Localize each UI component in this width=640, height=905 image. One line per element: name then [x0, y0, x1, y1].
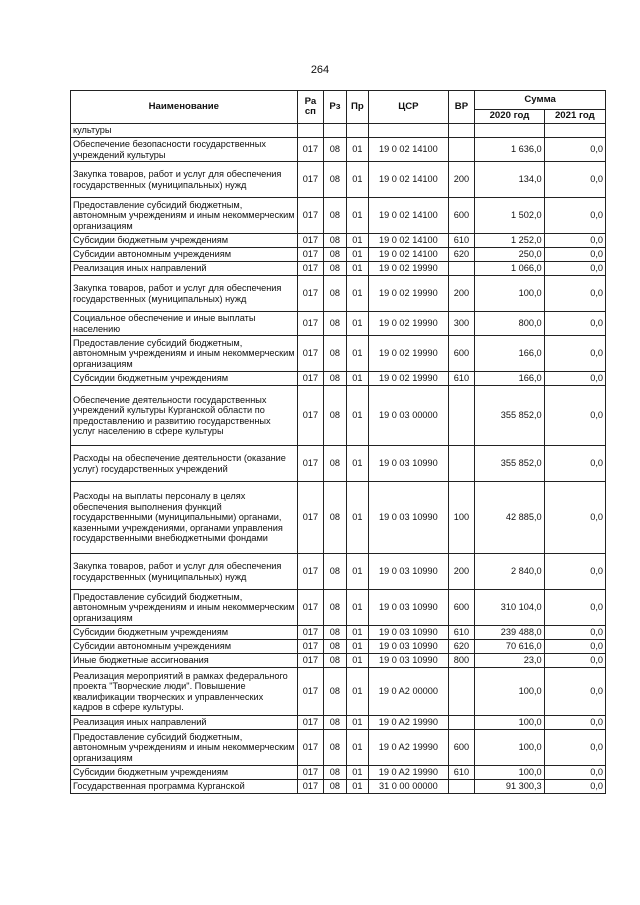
cell-rz: 08	[324, 554, 346, 590]
cell-pr: 01	[346, 336, 368, 372]
cell-pr: 01	[346, 640, 368, 654]
cell-pr: 01	[346, 276, 368, 312]
cell-vr: 800	[448, 654, 475, 668]
cell-pr: 01	[346, 198, 368, 234]
cell-name: Предоставление субсидий бюджетным, автономным учреждениям и иным некоммерческим организациям	[71, 590, 298, 626]
cell-pr	[346, 124, 368, 138]
cell-sum-2020: 1 066,0	[475, 262, 544, 276]
cell-rasp: 017	[297, 372, 324, 386]
cell-sum-2020: 166,0	[475, 336, 544, 372]
cell-csr: 19 0 02 19990	[369, 336, 449, 372]
table-row	[71, 766, 606, 780]
cell-name: Социальное обеспечение и иные выплаты населению	[71, 312, 298, 336]
cell-vr	[448, 124, 475, 138]
cell-name: Государственная программа Курганской	[71, 780, 298, 794]
cell-sum-2021: 0,0	[544, 262, 605, 276]
cell-pr: 01	[346, 312, 368, 336]
table-row	[71, 372, 606, 386]
cell-sum-2021: 0,0	[544, 198, 605, 234]
cell-rz: 08	[324, 276, 346, 312]
cell-rz: 08	[324, 336, 346, 372]
cell-rz: 08	[324, 730, 346, 766]
cell-vr: 610	[448, 372, 475, 386]
cell-pr: 01	[346, 482, 368, 554]
cell-sum-2020: 100,0	[475, 668, 544, 716]
cell-name: Реализация иных направлений	[71, 262, 298, 276]
cell-sum-2021	[544, 124, 605, 138]
cell-vr: 600	[448, 730, 475, 766]
cell-rasp: 017	[297, 162, 324, 198]
cell-rz: 08	[324, 248, 346, 262]
table-row	[71, 730, 606, 766]
cell-name: Субсидии автономным учреждениям	[71, 248, 298, 262]
cell-rasp	[297, 124, 324, 138]
cell-sum-2020: 70 616,0	[475, 640, 544, 654]
cell-rz: 08	[324, 312, 346, 336]
cell-name: Иные бюджетные ассигнования	[71, 654, 298, 668]
cell-sum-2020: 134,0	[475, 162, 544, 198]
cell-csr: 19 0 A2 19990	[369, 766, 449, 780]
cell-rasp: 017	[297, 626, 324, 640]
cell-csr: 19 0 03 10990	[369, 654, 449, 668]
header-pr: Пр	[346, 91, 368, 124]
cell-rz: 08	[324, 234, 346, 248]
cell-pr: 01	[346, 372, 368, 386]
cell-rz: 08	[324, 138, 346, 162]
cell-rasp: 017	[297, 654, 324, 668]
cell-sum-2020: 1 502,0	[475, 198, 544, 234]
cell-name: Субсидии автономным учреждениям	[71, 640, 298, 654]
cell-name: Субсидии бюджетным учреждениям	[71, 234, 298, 248]
header-rasp: Ра сп	[297, 91, 324, 124]
cell-name: Субсидии бюджетным учреждениям	[71, 626, 298, 640]
cell-csr: 19 0 02 19990	[369, 262, 449, 276]
cell-sum-2021: 0,0	[544, 590, 605, 626]
cell-rz: 08	[324, 262, 346, 276]
cell-rasp: 017	[297, 446, 324, 482]
cell-pr: 01	[346, 766, 368, 780]
cell-rasp: 017	[297, 248, 324, 262]
cell-name: культуры	[71, 124, 298, 138]
table-row	[71, 654, 606, 668]
cell-pr: 01	[346, 668, 368, 716]
cell-csr: 19 0 A2 19990	[369, 730, 449, 766]
table-row	[71, 198, 606, 234]
cell-sum-2021: 0,0	[544, 668, 605, 716]
cell-name: Обеспечение безопасности государственных учреждений культуры	[71, 138, 298, 162]
cell-rasp: 017	[297, 716, 324, 730]
cell-sum-2020	[475, 124, 544, 138]
cell-rasp: 017	[297, 668, 324, 716]
table-row	[71, 626, 606, 640]
cell-sum-2020: 250,0	[475, 248, 544, 262]
cell-sum-2021: 0,0	[544, 336, 605, 372]
cell-csr: 19 0 02 19990	[369, 276, 449, 312]
cell-rasp: 017	[297, 590, 324, 626]
cell-vr	[448, 668, 475, 716]
cell-sum-2020: 91 300,3	[475, 780, 544, 794]
cell-sum-2021: 0,0	[544, 554, 605, 590]
cell-pr: 01	[346, 730, 368, 766]
cell-pr: 01	[346, 248, 368, 262]
cell-name: Субсидии бюджетным учреждениям	[71, 766, 298, 780]
cell-pr: 01	[346, 138, 368, 162]
cell-name: Предоставление субсидий бюджетным, автономным учреждениям и иным некоммерческим организациям	[71, 198, 298, 234]
cell-sum-2021: 0,0	[544, 780, 605, 794]
cell-rasp: 017	[297, 730, 324, 766]
cell-vr	[448, 138, 475, 162]
cell-name: Предоставление субсидий бюджетным, автономным учреждениям и иным некоммерческим организациям	[71, 730, 298, 766]
cell-rasp: 017	[297, 554, 324, 590]
cell-name: Закупка товаров, работ и услуг для обеспечения государственных (муниципальных) нужд	[71, 276, 298, 312]
cell-sum-2020: 310 104,0	[475, 590, 544, 626]
cell-pr: 01	[346, 716, 368, 730]
cell-rz: 08	[324, 590, 346, 626]
cell-rz: 08	[324, 780, 346, 794]
cell-csr: 19 0 02 14100	[369, 198, 449, 234]
cell-sum-2021: 0,0	[544, 372, 605, 386]
cell-rz: 08	[324, 668, 346, 716]
table-row	[71, 482, 606, 554]
cell-pr: 01	[346, 554, 368, 590]
cell-sum-2020: 166,0	[475, 372, 544, 386]
cell-pr: 01	[346, 780, 368, 794]
cell-rz: 08	[324, 626, 346, 640]
cell-rz: 08	[324, 162, 346, 198]
cell-pr: 01	[346, 626, 368, 640]
cell-csr: 19 0 03 10990	[369, 640, 449, 654]
cell-vr: 100	[448, 482, 475, 554]
cell-rasp: 017	[297, 386, 324, 446]
cell-name: Расходы на выплаты персоналу в целях обеспечения выполнения функций государственными (муниципальными) органами, казенными учреждениями, органами управления государственными внебюджетными фондами	[71, 482, 298, 554]
cell-rasp: 017	[297, 336, 324, 372]
table-row	[71, 668, 606, 716]
cell-name: Реализация иных направлений	[71, 716, 298, 730]
cell-csr: 19 0 03 10990	[369, 626, 449, 640]
cell-pr: 01	[346, 446, 368, 482]
cell-vr: 300	[448, 312, 475, 336]
cell-csr	[369, 124, 449, 138]
table-row	[71, 716, 606, 730]
cell-rasp: 017	[297, 312, 324, 336]
table-row	[71, 590, 606, 626]
cell-sum-2020: 355 852,0	[475, 446, 544, 482]
cell-name: Закупка товаров, работ и услуг для обеспечения государственных (муниципальных) нужд	[71, 162, 298, 198]
cell-vr: 200	[448, 554, 475, 590]
cell-pr: 01	[346, 654, 368, 668]
cell-csr: 19 0 03 10990	[369, 482, 449, 554]
cell-name: Реализация мероприятий в рамках федерального проекта "Творческие люди". Повышение квалификации творческих и управленческих кадров в сфере культуры.	[71, 668, 298, 716]
cell-name: Предоставление субсидий бюджетным, автономным учреждениям и иным некоммерческим организациям	[71, 336, 298, 372]
cell-sum-2021: 0,0	[544, 446, 605, 482]
cell-sum-2020: 23,0	[475, 654, 544, 668]
cell-name: Субсидии бюджетным учреждениям	[71, 372, 298, 386]
table-row	[71, 336, 606, 372]
table-row	[71, 124, 606, 138]
page-number: 264	[310, 64, 330, 76]
cell-rz: 08	[324, 372, 346, 386]
cell-vr: 610	[448, 234, 475, 248]
cell-sum-2021: 0,0	[544, 276, 605, 312]
cell-sum-2020: 1 636,0	[475, 138, 544, 162]
table-row	[71, 554, 606, 590]
cell-rasp: 017	[297, 198, 324, 234]
cell-csr: 19 0 03 10990	[369, 446, 449, 482]
table-row	[71, 312, 606, 336]
cell-csr: 19 0 02 14100	[369, 234, 449, 248]
cell-csr: 19 0 A2 00000	[369, 668, 449, 716]
cell-sum-2021: 0,0	[544, 626, 605, 640]
cell-sum-2021: 0,0	[544, 234, 605, 248]
cell-sum-2020: 100,0	[475, 730, 544, 766]
budget-table	[70, 90, 606, 794]
cell-sum-2020: 100,0	[475, 716, 544, 730]
cell-rz: 08	[324, 640, 346, 654]
table-row	[71, 162, 606, 198]
cell-rasp: 017	[297, 766, 324, 780]
cell-vr: 200	[448, 162, 475, 198]
cell-csr: 19 0 02 14100	[369, 138, 449, 162]
cell-sum-2020: 100,0	[475, 276, 544, 312]
table-row	[71, 138, 606, 162]
cell-vr	[448, 262, 475, 276]
cell-vr: 600	[448, 336, 475, 372]
cell-csr: 19 0 A2 19990	[369, 716, 449, 730]
cell-rasp: 017	[297, 234, 324, 248]
header-2021: 2021 год	[544, 110, 605, 124]
table-row	[71, 276, 606, 312]
cell-sum-2020: 800,0	[475, 312, 544, 336]
table-row	[71, 262, 606, 276]
cell-name: Расходы на обеспечение деятельности (оказание услуг) государственных учреждений	[71, 446, 298, 482]
cell-sum-2021: 0,0	[544, 162, 605, 198]
cell-sum-2021: 0,0	[544, 138, 605, 162]
cell-vr: 610	[448, 626, 475, 640]
header-sum: Сумма	[475, 91, 606, 110]
cell-vr: 620	[448, 248, 475, 262]
cell-csr: 19 0 02 14100	[369, 248, 449, 262]
cell-sum-2020: 100,0	[475, 766, 544, 780]
cell-rz: 08	[324, 446, 346, 482]
table-row	[71, 386, 606, 446]
cell-csr: 19 0 02 14100	[369, 162, 449, 198]
cell-vr	[448, 446, 475, 482]
cell-name: Закупка товаров, работ и услуг для обеспечения государственных (муниципальных) нужд	[71, 554, 298, 590]
cell-sum-2021: 0,0	[544, 766, 605, 780]
header-rz: Рз	[324, 91, 346, 124]
table-row	[71, 234, 606, 248]
cell-rasp: 017	[297, 138, 324, 162]
cell-csr: 19 0 03 10990	[369, 590, 449, 626]
cell-rz: 08	[324, 654, 346, 668]
table-row	[71, 248, 606, 262]
cell-pr: 01	[346, 162, 368, 198]
cell-rz	[324, 124, 346, 138]
cell-rz: 08	[324, 482, 346, 554]
header-csr: ЦСР	[369, 91, 449, 124]
cell-sum-2021: 0,0	[544, 482, 605, 554]
header-vr: ВР	[448, 91, 475, 124]
cell-rasp: 017	[297, 640, 324, 654]
cell-name: Обеспечение деятельности государственных учреждений культуры Курганской области по предоставлению и развитию государственных услуг населению в сфере культуры	[71, 386, 298, 446]
cell-sum-2020: 1 252,0	[475, 234, 544, 248]
cell-csr: 19 0 02 19990	[369, 312, 449, 336]
cell-sum-2020: 355 852,0	[475, 386, 544, 446]
header-name: Наименование	[71, 91, 298, 124]
cell-sum-2021: 0,0	[544, 640, 605, 654]
cell-sum-2021: 0,0	[544, 716, 605, 730]
cell-rasp: 017	[297, 482, 324, 554]
cell-vr	[448, 716, 475, 730]
cell-rz: 08	[324, 198, 346, 234]
header-2020: 2020 год	[475, 110, 544, 124]
table-row	[71, 446, 606, 482]
cell-rasp: 017	[297, 262, 324, 276]
cell-rz: 08	[324, 386, 346, 446]
cell-vr: 610	[448, 766, 475, 780]
cell-csr: 19 0 03 00000	[369, 386, 449, 446]
cell-sum-2021: 0,0	[544, 248, 605, 262]
table-row	[71, 640, 606, 654]
cell-vr	[448, 780, 475, 794]
cell-sum-2021: 0,0	[544, 312, 605, 336]
cell-rz: 08	[324, 716, 346, 730]
cell-vr: 600	[448, 590, 475, 626]
cell-sum-2021: 0,0	[544, 654, 605, 668]
cell-vr: 620	[448, 640, 475, 654]
cell-sum-2021: 0,0	[544, 386, 605, 446]
cell-sum-2020: 239 488,0	[475, 626, 544, 640]
cell-vr: 600	[448, 198, 475, 234]
cell-rasp: 017	[297, 276, 324, 312]
cell-pr: 01	[346, 590, 368, 626]
cell-rz: 08	[324, 766, 346, 780]
cell-rasp: 017	[297, 780, 324, 794]
cell-csr: 19 0 02 19990	[369, 372, 449, 386]
cell-sum-2020: 42 885,0	[475, 482, 544, 554]
cell-pr: 01	[346, 262, 368, 276]
cell-csr: 19 0 03 10990	[369, 554, 449, 590]
cell-sum-2020: 2 840,0	[475, 554, 544, 590]
cell-vr	[448, 386, 475, 446]
cell-vr: 200	[448, 276, 475, 312]
cell-sum-2021: 0,0	[544, 730, 605, 766]
cell-csr: 31 0 00 00000	[369, 780, 449, 794]
cell-pr: 01	[346, 234, 368, 248]
cell-pr: 01	[346, 386, 368, 446]
table-row	[71, 780, 606, 794]
